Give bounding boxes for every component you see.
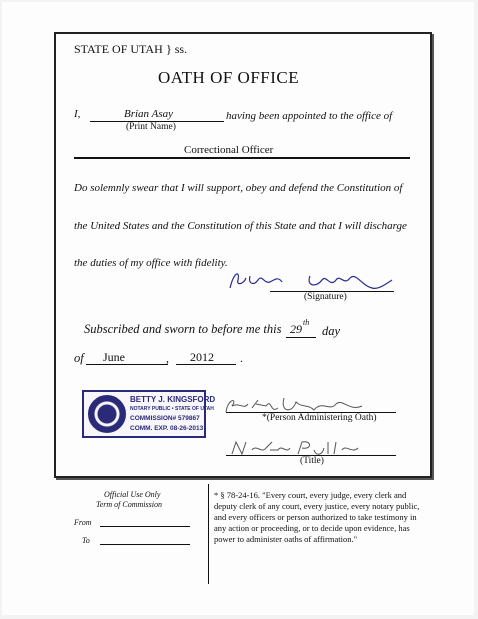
oath-line-1: Do solemnly swear that I will support, obey and defend the Constitution of [74,182,403,194]
notary-seal-emblem [88,395,126,433]
day-label: day [322,324,341,338]
date-period: . [240,351,243,365]
from-line [100,526,190,527]
stamp-line4: COMM. EXP. 08-26-2013 [130,425,204,432]
oath-line-3: the duties of my office with fidelity. [74,257,228,269]
footer-divider [208,484,209,584]
to-line [100,544,190,545]
title-label: (Title) [300,456,324,466]
from-label: From [74,518,92,527]
stamp-line3: COMMISSION# 579867 [130,415,200,422]
to-label: To [82,536,90,545]
term-label: Term of Commission [96,500,162,509]
month-value: June [103,350,125,364]
administering-label: *(Person Administering Oath) [262,413,377,423]
date-comma: , [166,351,169,365]
month-line [86,364,168,365]
office-line [74,157,410,159]
print-name-label: (Print Name) [126,122,176,132]
notary-stamp [82,390,216,438]
signature-label: (Signature) [304,292,347,302]
subscribed-text: Subscribed and sworn to before me this [84,322,282,336]
day-line [286,337,316,338]
day-suffix: th [303,318,310,327]
stamp-line2: NOTARY PUBLIC • STATE OF UTAH [130,406,214,412]
office-value: Correctional Officer [184,144,274,156]
stamp-name: BETTY J. KINGSFORD [130,395,216,404]
appointed-text: having been appointed to the office of [226,110,393,122]
oath-line-2: the United States and the Constitution of this State and that I will discharge [74,220,407,232]
of-label: of [74,351,84,365]
day-number: 29 [290,322,302,336]
year-value: 2012 [190,350,214,364]
statute-text: * § 78-24-16. "Every court, every judge, every clerk and deputy clerk of any court, every justice, every notary public, and every officers or person authorized to take testimony in any action or proceeding, or to decide upon evidence, has power to administer oaths of affirmation." [214,490,420,544]
venue-state: STATE OF UTAH [74,42,163,56]
official-use-label: Official Use Only [104,490,161,499]
venue-ss: } ss. [166,42,188,56]
document-title: OATH OF OFFICE [158,68,300,87]
print-name-value: Brian Asay [124,108,173,120]
i-label: I, [74,108,81,120]
